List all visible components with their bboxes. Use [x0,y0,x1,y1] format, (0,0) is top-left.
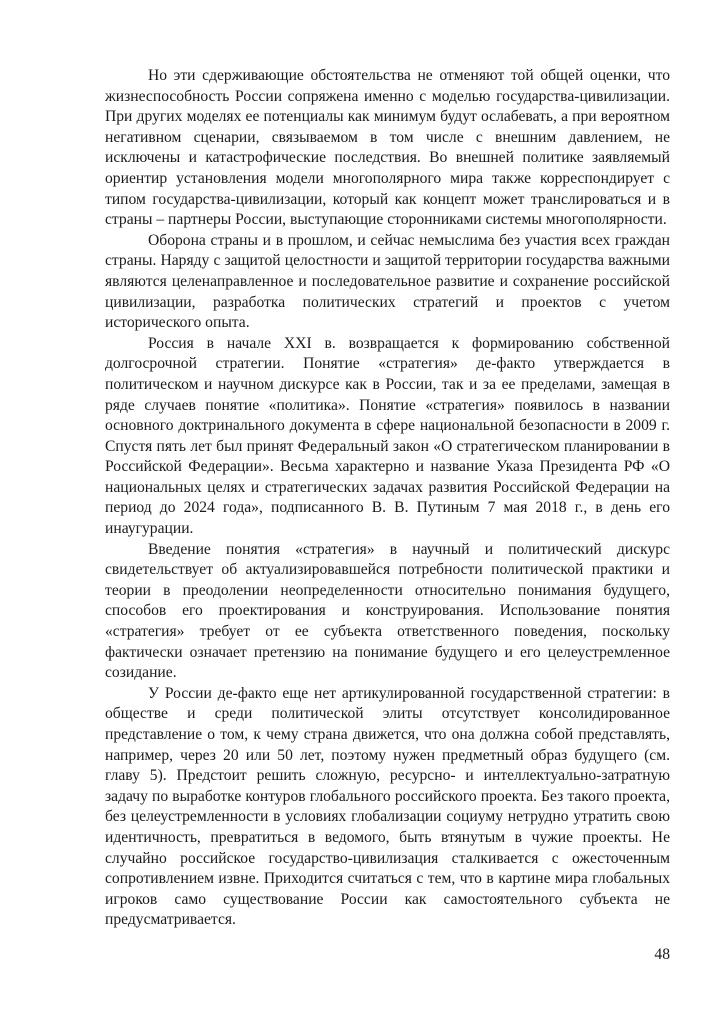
paragraph-4: Введение понятия «стратегия» в научный и политический дискурс свидетельствует об актуализировавшейся потребности политической практики и теории в преодолении неопределенности относительно понимания будущего, способов его проектирования и конструирования. Использование понятия «стратегия» требует от ее субъекта ответственного поведения, поскольку фактически означает претензию на понимание будущего и его целеустремленное созидание. [105,540,670,682]
page-number: 48 [654,946,670,963]
paragraph-1: Но эти сдерживающие обстоятельства не отменяют той общей оценки, что жизнеспособность России сопряжена именно с моделью государства-цивилизации. При других моделях ее потенциалы как минимум будут ослабевать, а при вероятном негативном сценарии, связываемом в том числе с внешним давлением, не исключены и катастрофические последствия. Во внешней политике заявляемый ориентир установления модели многополярного мира также корреспондирует с типом государства-цивилизации, который как концепт может транслироваться и в страны – партнеры России, выступающие сторонниками системы многополярности. [105,67,670,229]
paragraph-2: Оборона страны и в прошлом, и сейчас немыслима без участия всех граждан страны. Наряду с защитой целостности и защитой территории государства важными являются целенаправленное и последовательное развитие и сохранение российской цивилизации, разработка политических стратегий и проектов с учетом исторического опыта. [105,231,670,332]
paragraph-3: Россия в начале XXI в. возвращается к формированию собственной долгосрочной стратегии. Понятие «стратегия» де-факто утверждается в политическом и научном дискурсе как в России, так и за ее пределами, замещая в ряде случаев понятие «политика». Понятие «стратегия» появилось в названии основного доктринального документа в сфере национальной безопасности в 2009 г. Спустя пять лет был принят Федеральный закон «О стратегическом планировании в Российской Федерации». Весьма характерно и название Указа Президента РФ «О национальных целях и стратегических задачах развития Российской Федерации на период до 2024 года», подписанного В. В. Путиным 7 мая 2018 г., в день его инаугурации. [105,334,670,538]
paragraph-5: У России де-факто еще нет артикулированной государственной стратегии: в обществе и среди политической элиты отсутствует консолидированное представление о том, к чему страна движется, что она должна собой представлять, например, через 20 или 50 лет, поэтому нужен предметный образ будущего (см. главу 5). Предстоит решить сложную, ресурсно- и интеллектуально-затратную задачу по выработке контуров глобального российского проекта. Без такого проекта, без целеустремленности в условиях глобализации социуму нетрудно утратить свою идентичность, превратиться в ведомого, быть втянутым в чужие проекты. Не случайно российское государство-цивилизация сталкивается с ожесточенным сопротивлением извне. Приходится считаться с тем, что в картине мира глобальных игроков само существование России как самостоятельного субъекта не предусматривается. [105,684,670,929]
body-text [105,66,670,931]
